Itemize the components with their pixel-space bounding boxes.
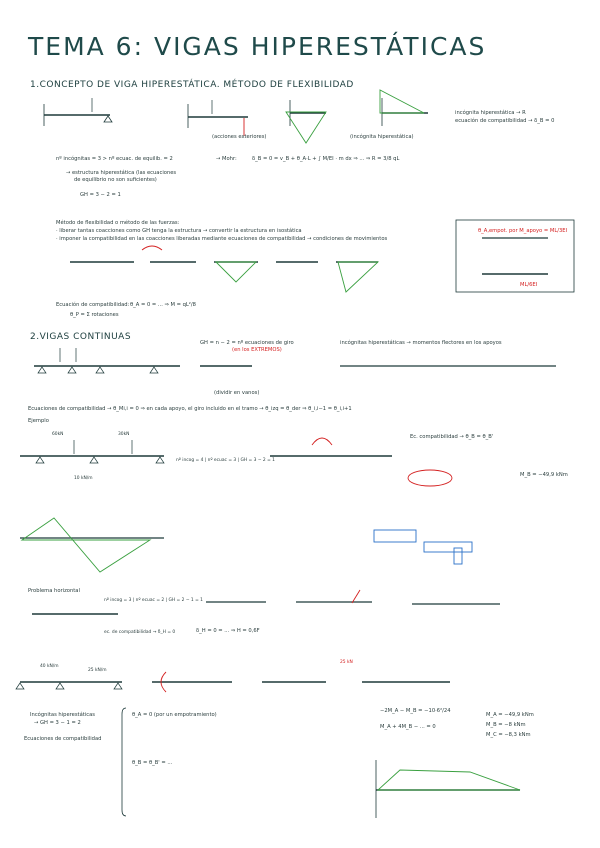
text-gh-red: (en los EXTREMOS) — [232, 347, 282, 353]
eq-a: θ_A = 0 (por un empotramiento) — [132, 712, 217, 718]
box-rhs: ML/6EI — [520, 282, 538, 288]
text-mohr-eq: δ_B = 0 = v_B + θ_A·L + ∫ M/EI · m dx ⇒ ... ⇒ R = 3/8 qL — [252, 156, 400, 162]
label-ext-actions: (acciones exteriores) — [212, 134, 267, 140]
text-gh: GH = 3 − 2 = 1 — [80, 192, 121, 198]
sys-eq-2: M_A + 4M_B − ... = 0 — [380, 724, 436, 730]
text-n-incognitas: nº incógnitas = 3 > nº ecuac. de equilib. = 2 — [56, 156, 173, 162]
load-label-3: 40 kN/m — [40, 664, 59, 669]
text-incog-2a: Incógnitas hiperestáticas — [30, 712, 95, 718]
text-incog-2b: → GH = 3 − 1 = 2 — [34, 720, 81, 726]
text-gh-line: GH = n − 2 = nº ecuaciones de giro — [200, 340, 294, 346]
text-mohr-lead: → Mohr: — [216, 156, 237, 162]
text-ejemplo: Ejemplo — [28, 418, 49, 424]
eq-b: θ_B = θ_B' = ... — [132, 760, 173, 766]
load-label-1: 60kN — [52, 432, 64, 437]
sys-eq-1: −2M_A − M_B = −10·6²/24 — [380, 708, 451, 714]
text-ec-compat: Ecuación de compatibilidad: — [56, 302, 130, 308]
result-mb: M_B = −8 kNm — [486, 722, 526, 728]
text-problema: Problema horizontal — [28, 588, 80, 594]
label-hyper-unknown: (incógnita hiperestática) — [350, 134, 414, 140]
text-metodo-2: · imponer la compatibilidad en las coacciones liberadas mediante ecuaciones de compatibilidad → condiciones de movimientos — [56, 236, 388, 242]
load-label-2: 30kN — [118, 432, 130, 437]
page-title: TEMA 6: VIGAS HIPERESTÁTICAS — [28, 32, 487, 61]
result-ma: M_A = −49,9 kNm — [486, 712, 534, 718]
text-prob-eqs: nº incog = 3 | nº ecuac = 2 | GH = 2 − 1 = 1 — [104, 598, 203, 603]
text-estructura-1: → estructura hiperestática (las ecuaciones — [66, 170, 177, 176]
text-incognita: incógnita hiperestática → R — [455, 110, 526, 116]
text-estructura-2: de equilibrio no son suficientes) — [74, 177, 157, 183]
text-compat-eq: ecuación de compatibilidad → δ_B = 0 — [455, 118, 555, 124]
text-metodo-1: · liberar tantas coacciones como GH tenga la estructura → convertir la estructura en isostática — [56, 228, 302, 234]
text-incog-hyper: incógnitas hiperestáticas → momentos flectores en los apoyos — [340, 340, 502, 346]
section-1-heading: 1.CONCEPTO DE VIGA HIPERESTÁTICA. MÉTODO DE FLEXIBILIDAD — [30, 80, 354, 90]
text-rotaciones: θ_P = Σ rotaciones — [70, 312, 119, 318]
load-label-4: 25 kN/m — [88, 668, 107, 673]
text-ec-comp-b: Ec. compatibilidad → θ_B = θ_B' — [410, 434, 494, 440]
result-mc: M_C = −8,3 kNm — [486, 732, 531, 738]
text-dividir: (dividir en vanos) — [214, 390, 260, 396]
box-formula: θ_A,empot. por M_apoyo = ML/3EI — [478, 228, 568, 234]
text-ec-horiz: ec. de compatibilidad → δ_H = 0 — [104, 630, 176, 635]
text-ec-compat-eq: θ_A = 0 = ... ⇒ M = qL²/8 — [130, 302, 196, 308]
text-nincog: nº incog = 4 | nº ecuac = 3 | GH = 3 − 2 = 1 — [176, 458, 275, 463]
text-horiz-eq: δ_H = 0 = ... ⇒ H = 0,6F — [196, 628, 260, 634]
text-mb-value: M_B = −49,9 kNm — [520, 472, 568, 478]
dist-load-label: 10 kN/m — [74, 476, 93, 481]
text-metodo-title: Método de flexibilidad o método de las fuerzas: — [56, 220, 180, 226]
load-label-5: 25 kN — [340, 660, 353, 665]
text-ec-comp-2: Ecuaciones de compatibilidad — [24, 736, 102, 742]
section-2-heading: 2.VIGAS CONTINUAS — [30, 332, 132, 342]
text-ecuacion-compat: Ecuaciones de compatibilidad → θ_Mi,i = 0 ⇒ en cada apoyo, el giro incluido en el tramo → θ_izq = θ_der ⇒ θ_i,i−1 = θ_i,i+1 — [28, 406, 352, 412]
